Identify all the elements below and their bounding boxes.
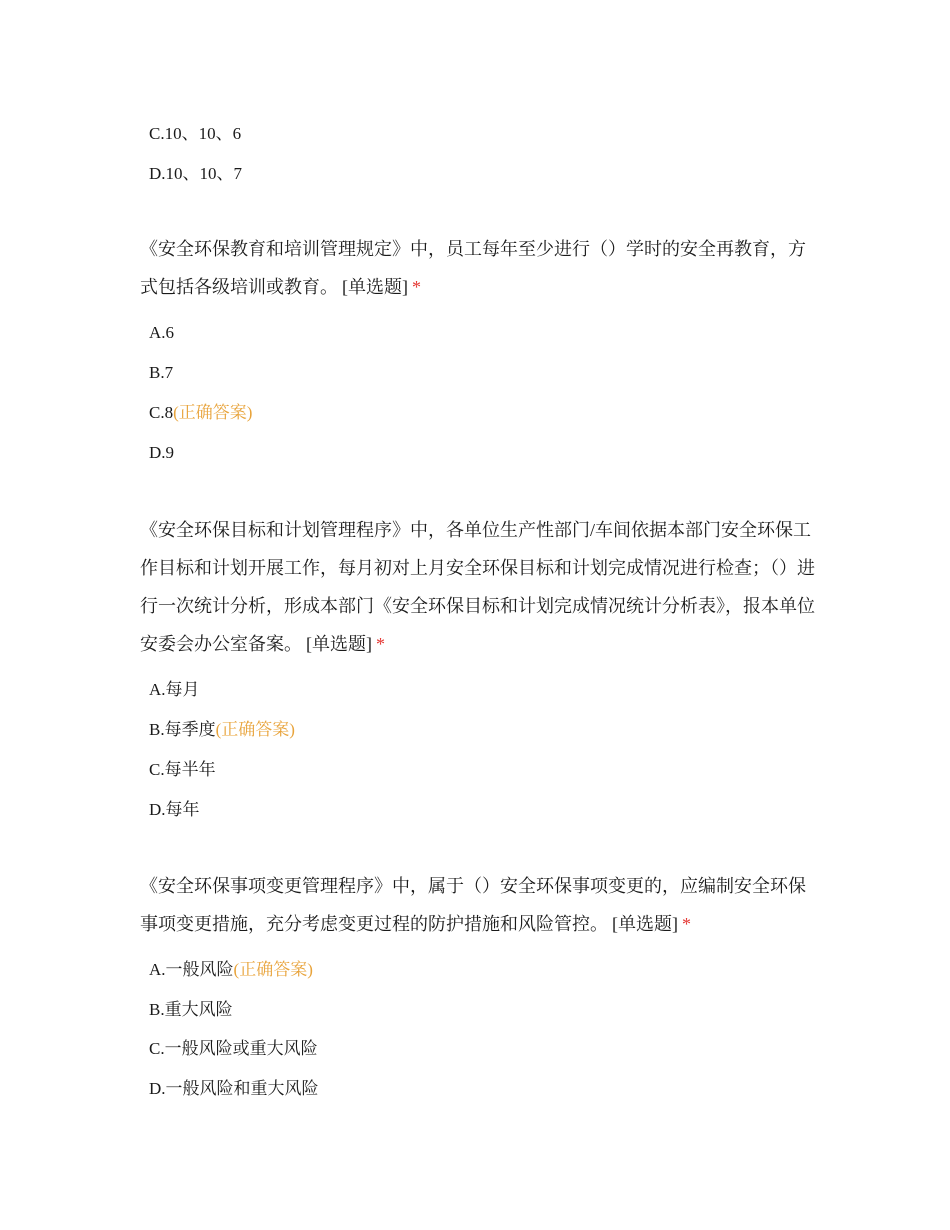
option-text: C.每半年: [149, 760, 216, 779]
option-text: A.每月: [149, 680, 200, 699]
correct-answer-label: (正确答案): [173, 403, 253, 422]
correct-answer-label: (正确答案): [215, 720, 295, 739]
option-text: A.一般风险: [149, 960, 234, 979]
question-type-tag: [单选题]: [342, 277, 408, 297]
question-text: [140, 230, 820, 306]
option-a: [149, 679, 200, 701]
option-b: [149, 362, 173, 384]
question-type-tag: [单选题]: [612, 914, 678, 934]
option-text: B.每季度: [149, 720, 216, 739]
question-body: 《安全环保教育和培训管理规定》中，员工每年至少进行（）学时的安全再教育，方式包括各级培训或教育。: [140, 239, 806, 297]
required-mark: *: [682, 914, 691, 934]
option-d: [149, 799, 200, 821]
required-mark: *: [412, 277, 421, 297]
option-c: [149, 1038, 318, 1060]
option-text: B.7: [149, 363, 174, 382]
option-d: [149, 442, 174, 464]
option-b: [149, 719, 295, 741]
option-c: [149, 402, 252, 424]
option-text: D.10、10、7: [149, 164, 243, 183]
option-c: [149, 759, 216, 781]
question-text: [140, 867, 820, 943]
option-text: D.一般风险和重大风险: [149, 1079, 319, 1098]
option-c: [149, 123, 241, 145]
option-d: [149, 1078, 319, 1100]
option-a: [149, 959, 313, 981]
option-a: [149, 322, 174, 344]
question-text: [140, 511, 820, 663]
option-text: A.6: [149, 323, 175, 342]
required-mark: *: [376, 634, 385, 654]
option-text: C.一般风险或重大风险: [149, 1039, 318, 1058]
question-body: 《安全环保事项变更管理程序》中，属于（）安全环保事项变更的，应编制安全环保事项变更措施，充分考虑变更过程的防护措施和风险管控。: [140, 876, 806, 934]
question-body: 《安全环保目标和计划管理程序》中，各单位生产性部门/车间依据本部门安全环保工作目标和计划开展工作，每月初对上月安全环保目标和计划完成情况进行检查；（）进行一次统计分析，形成本部门《安全环保目标和计划完成情况统计分析表》，报本单位安委会办公室备案。: [140, 520, 815, 654]
option-d: [149, 163, 242, 185]
option-text: D.9: [149, 443, 175, 462]
option-text: D.每年: [149, 800, 200, 819]
option-b: [149, 999, 233, 1021]
correct-answer-label: (正确答案): [233, 960, 313, 979]
option-text: C.10、10、6: [149, 124, 242, 143]
question-type-tag: [单选题]: [306, 634, 372, 654]
option-text: B.重大风险: [149, 1000, 233, 1019]
option-text: C.8: [149, 403, 174, 422]
